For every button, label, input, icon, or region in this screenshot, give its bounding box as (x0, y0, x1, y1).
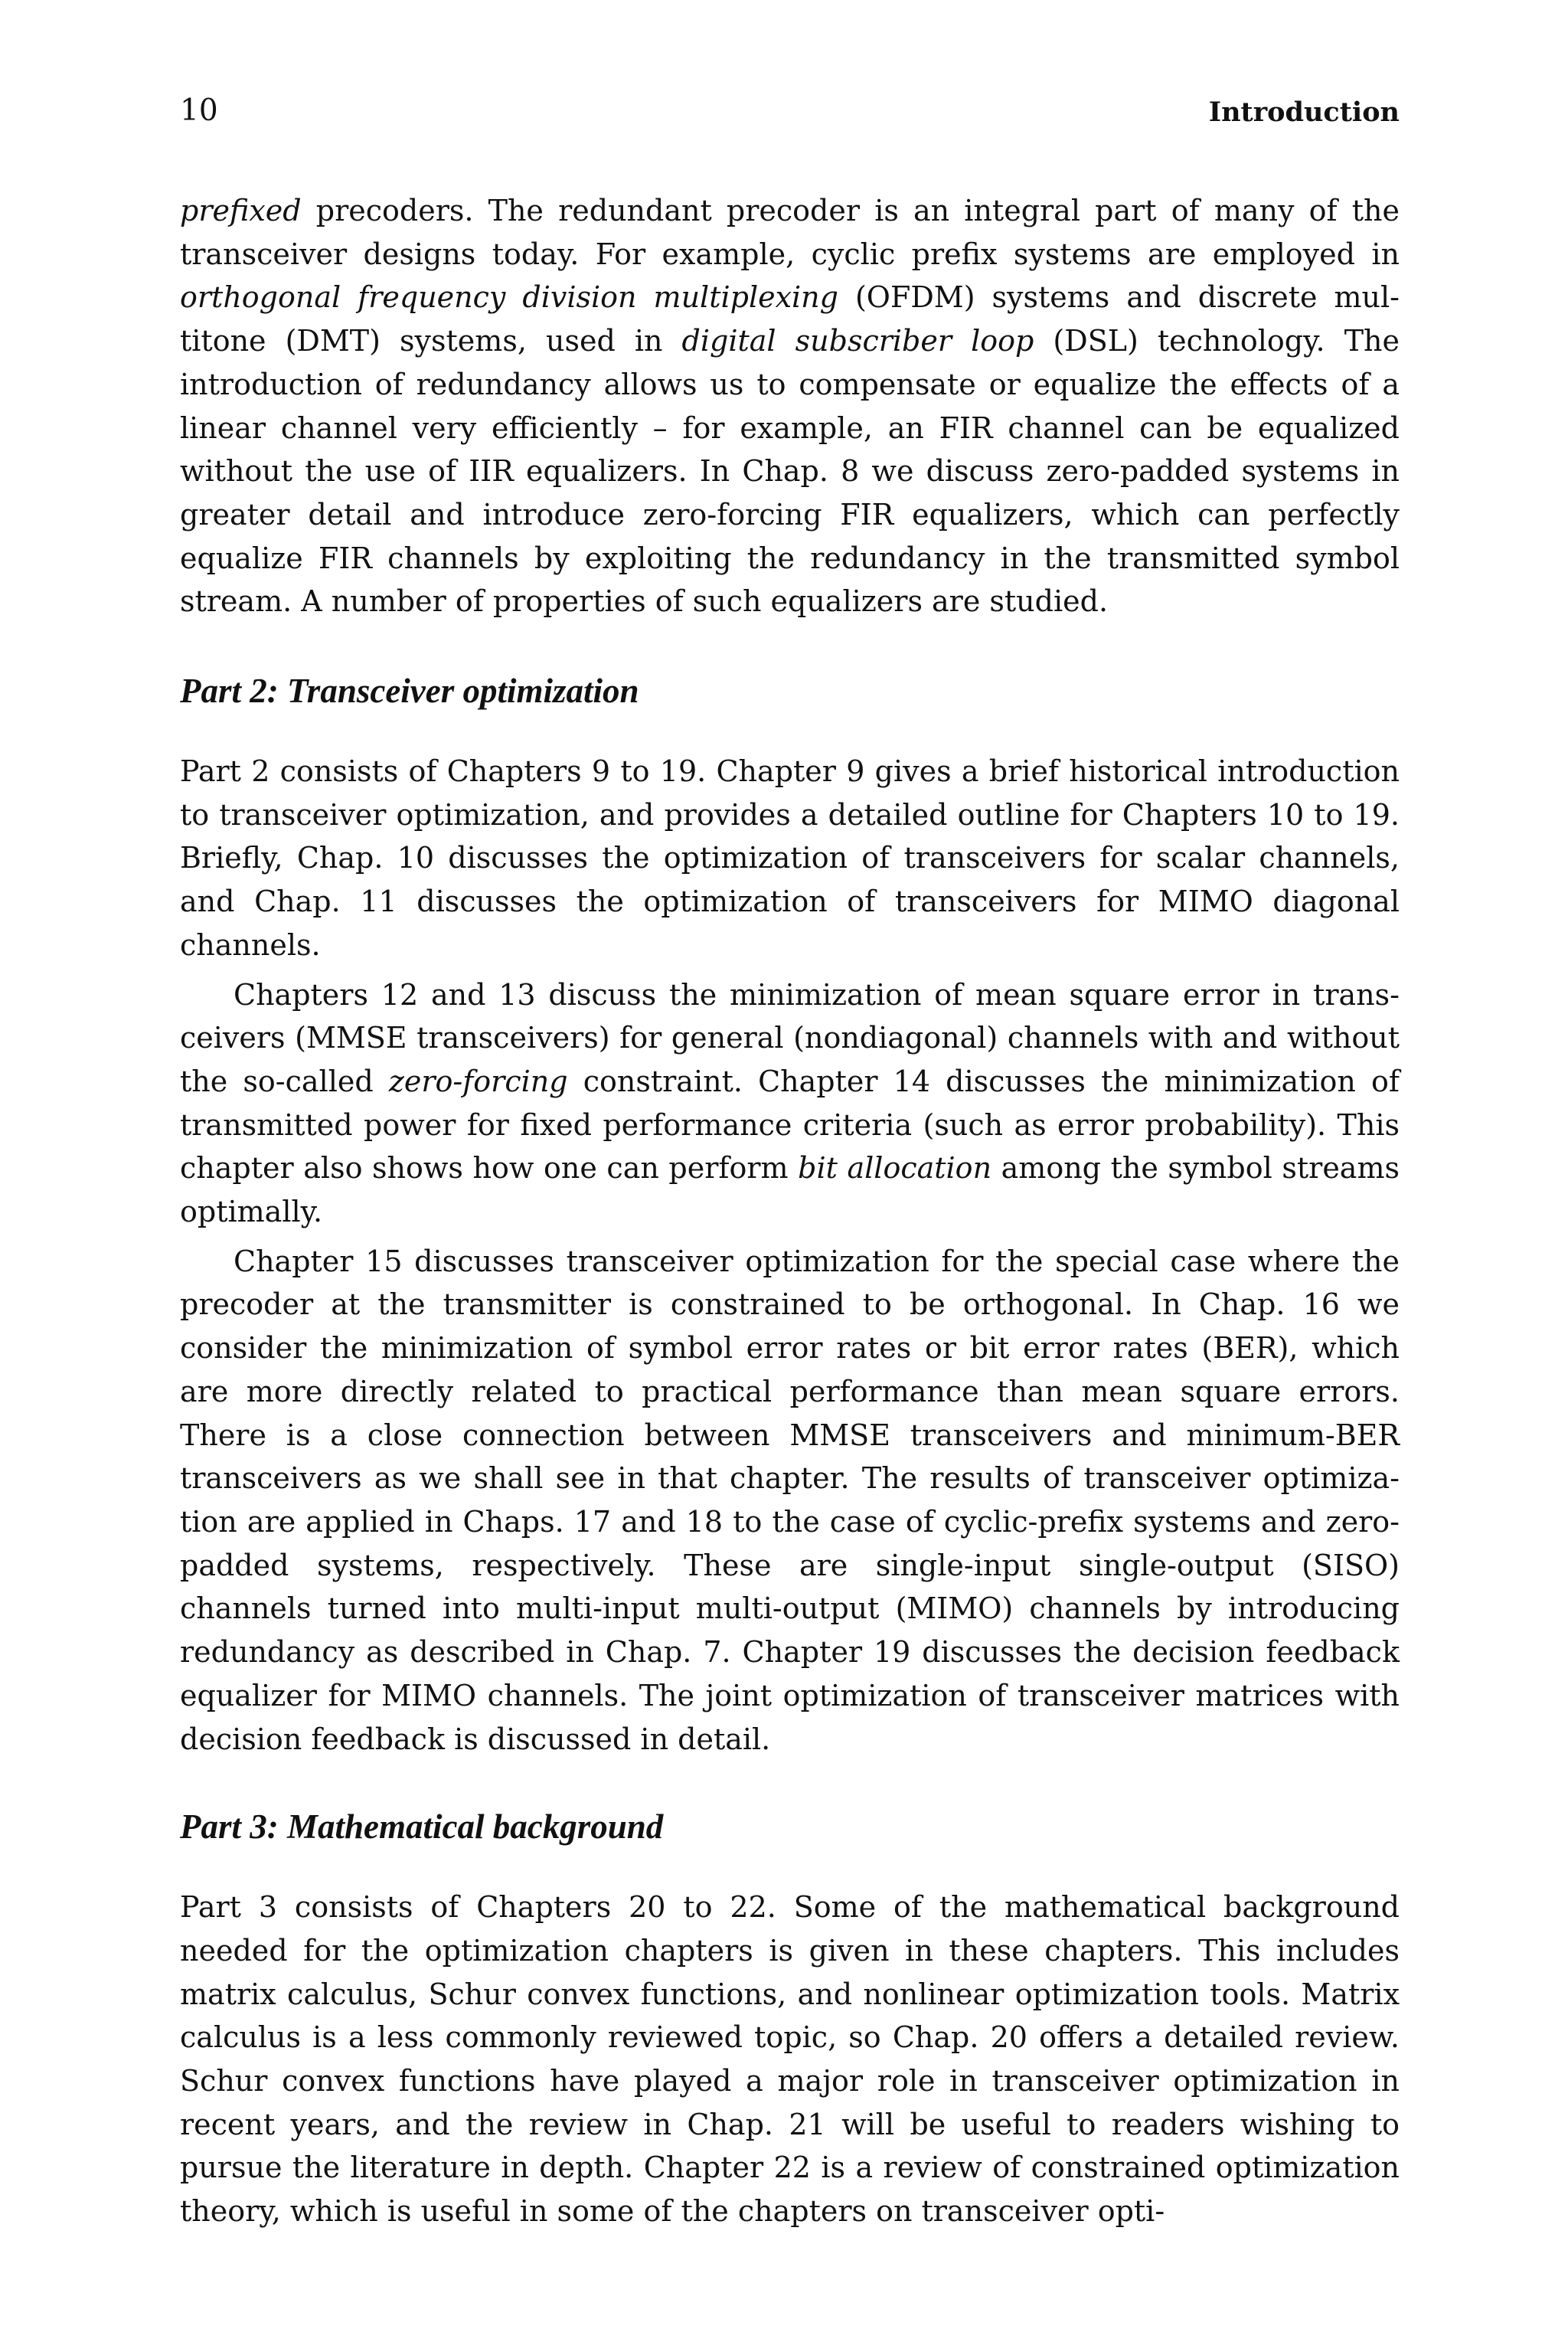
intro-paragraph (180, 189, 1400, 623)
text-run: precoders. The redundant precoder is an integral part of many of the transceiver designs today. For example, cyclic prefix systems are employed in (180, 194, 1400, 271)
part2-paragraph-2 (180, 973, 1400, 1234)
page-body (180, 189, 1400, 2233)
page-header (180, 93, 1400, 136)
section-heading-part3: Part 3: Mathematical background (180, 1807, 664, 1847)
text-run: (OFDM) systems and discrete multitone (DMT) systems, used in (180, 280, 1400, 358)
emphasis-ofdm: orthogonal frequency division multiplexing (180, 280, 838, 315)
text-run: Chapters 12 and 13 discuss the minimization of mean square error in transceivers (MMSE transceivers) for general (nondiagonal) channels with and without the so-called (180, 977, 1400, 1098)
text-run: among the symbol streams optimally. (180, 1151, 1400, 1229)
part2-paragraph-1: Part 2 consists of Chapters 9 to 19. Chapter 9 gives a brief historical introduction to transceiver optimization, and provides a detailed outline for Chapters 10 to 19. Briefly, Chap. 10 discusses the optimization of transceivers for scalar channels, and Chap. 11 discusses the optimization of transceivers for MIMO diagonal channels. (180, 754, 1400, 962)
emphasis-zero-forcing: zero-forcing (388, 1064, 568, 1098)
emphasis-bit-allocation: bit allocation (798, 1151, 992, 1186)
section-heading-part2: Part 2: Transceiver optimization (180, 672, 639, 711)
page-number: 10 (180, 93, 218, 128)
part3-paragraph-1: Part 3 consists of Chapters 20 to 22. Some of the mathematical background needed for the optimization chapters is given in these chapters. This includes matrix calculus, Schur convex functions, and nonlinear optimization tools. Matrix calculus is a less commonly reviewed topic, so Chap. 20 offers a detailed review. Schur convex functions have played a major role in transceiver optimization in recent years, and the review in Chap. 21 will be useful to readers wishing to pursue the literature in depth. Chapter 22 is a review of constrained optimization theory, which is useful in some of the chapters on transceiver opti- (180, 1890, 1400, 2229)
running-head: Introduction (1208, 96, 1400, 128)
text-run: constraint. Chapter 14 discusses the minimization of transmitted power for fixed performance criteria (such as error probability). This chapter also shows how one can perform (180, 1064, 1400, 1186)
emphasis-prefixed: prefixed (180, 194, 302, 227)
text-run: (DSL) technology. The introduction of redundancy allows us to compensate or equalize the effects of a linear channel very efficiently – for example, an FIR channel can be equalized without the use of IIR equalizers. In Chap. 8 we discuss zero-padded systems in greater detail and introduce zero-forcing FIR equalizers, which can perfectly equalize FIR channels by exploiting the redundancy in the transmitted symbol stream. A number of properties of such equalizers are studied. (180, 324, 1400, 619)
part2-paragraph-3: Chapter 15 discusses transceiver optimization for the special case where the precoder at the transmitter is constrained to be orthogonal. In Chap. 16 we consider the minimization of symbol error rates or bit error rates (BER), which are more directly related to practical performance than mean square errors. There is a close connection between MMSE transceivers and minimum-BER transceivers as we shall see in that chapter. The results of transceiver optimization are applied in Chaps. 17 and 18 to the case of cyclic-prefix systems and zero-padded systems, respectively. These are single-input single-output (SISO) channels turned into multi-input multi-output (MIMO) channels by introducing redundancy as described in Chap. 7. Chapter 19 discusses the decision feedback equalizer for MIMO channels. The joint optimization of transceiver matrices with decision feedback is discussed in detail. (180, 1244, 1400, 1756)
emphasis-dsl: digital subscriber loop (681, 324, 1034, 358)
